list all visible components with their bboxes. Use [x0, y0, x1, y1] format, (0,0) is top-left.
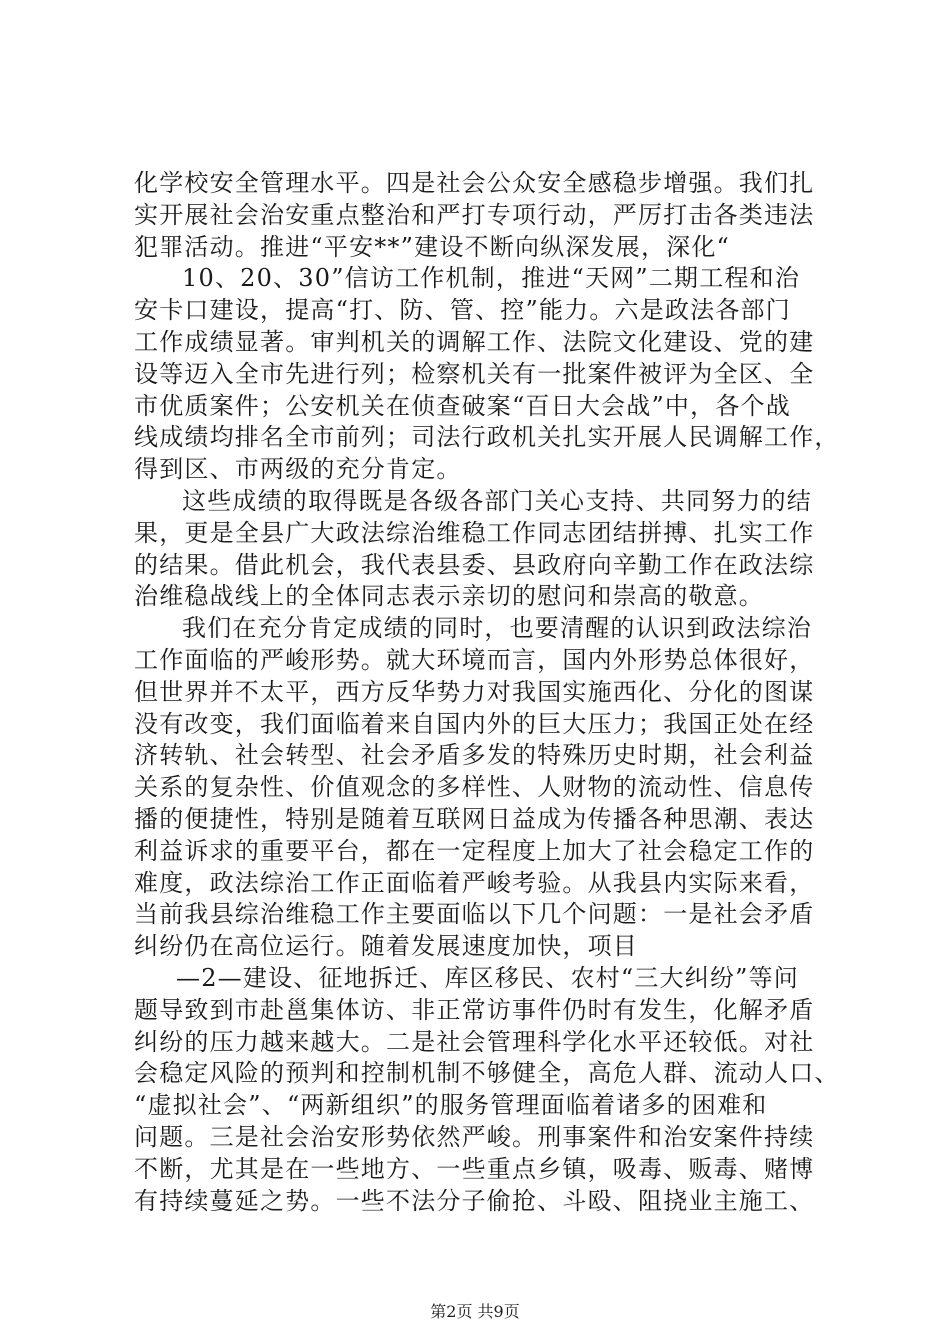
text-line: 犯罪活动。推进“平安**”建设不断向纵深发展，深化“ — [134, 232, 731, 261]
text-line: 有持续蔓延之势。一些不法分子偷抢、斗殴、阻挠业主施工、 — [134, 1186, 815, 1215]
text-line: 题导致到市赴邕集体访、非正常访事件仍时有发生，化解矛盾 — [134, 995, 815, 1024]
text-line: 安卡口建设，提高“打、防、管、控”能力。六是政法各部门 — [134, 296, 791, 325]
text-line: 问题。三是社会治安形势依然严峻。刑事案件和治安案件持续 — [134, 1122, 815, 1151]
text-line: 治维稳战线上的全体同志表示亲切的慰问和崇高的敬意。 — [134, 582, 764, 611]
text-line: 工作成绩显著。审判机关的调解工作、法院文化建设、党的建 — [134, 327, 815, 356]
text-line: 实开展社会治安重点整治和严打专项行动，严厉打击各类违法 — [134, 200, 815, 229]
text-line: 但世界并不太平，西方反华势力对我国实施西化、分化的图谋 — [134, 677, 815, 706]
text-line: 没有改变，我们面临着来自国内外的巨大压力；我国正处在经 — [134, 709, 815, 738]
text-line: 果，更是全县广大政法综治维稳工作同志团结拼搏、扎实工作 — [134, 518, 815, 547]
body-text — [134, 168, 840, 1217]
text-line: 化学校安全管理水平。四是社会公众安全感稳步增强。我们扎 — [134, 169, 815, 197]
text-line: 工作面临的严峻形势。就大环境而言，国内外形势总体很好， — [134, 645, 815, 674]
text-line: —2—建设、征地拆迁、库区移民、农村“三大纠纷”等问 — [176, 963, 800, 992]
text-line: 这些成绩的取得既是各级各部门关心支持、共同努力的结 — [182, 486, 812, 515]
text-line: 我们在充分肯定成绩的同时，也要清醒的认识到政法综治 — [182, 614, 812, 643]
text-line: “虚拟社会”、“两新组织”的服务管理面临着诸多的困难和 — [134, 1091, 768, 1120]
text-line: 10、20、30”信访工作机制，推进“天网”二期工程和治 — [182, 264, 801, 293]
text-line: 市优质案件；公安机关在侦查破案“百日大会战”中，各个战 — [134, 391, 791, 420]
text-line: 当前我县综治维稳工作主要面临以下几个问题：一是社会矛盾 — [134, 900, 815, 929]
text-line: 不断，尤其是在一些地方、一些重点乡镇，吸毒、贩毒、赌博 — [134, 1154, 815, 1183]
text-line: 济转轨、社会转型、社会矛盾多发的特殊历史时期，社会利益 — [134, 741, 815, 770]
text-line: 得到区、市两级的充分肯定。 — [134, 455, 462, 484]
text-line: 设等迈入全市先进行列；检察机关有一批案件被评为全区、全 — [134, 359, 815, 388]
text-line: 播的便捷性，特别是随着互联网日益成为传播各种思潮、表达 — [134, 804, 815, 833]
text-line: 纠纷仍在高位运行。随着发展速度加快，项目 — [134, 932, 638, 961]
text-line: 的结果。借此机会，我代表县委、县政府向辛勤工作在政法综 — [134, 550, 815, 579]
text-line: 利益诉求的重要平台，都在一定程度上加大了社会稳定工作的 — [134, 836, 815, 865]
text-line: 线成绩均排名全市前列；司法行政机关扎实开展人民调解工作， — [134, 423, 840, 452]
text-line: 纠纷的压力越来越大。二是社会管理科学化水平还较低。对社 — [134, 1027, 815, 1056]
page-footer: 第2页 共9页 — [430, 1302, 520, 1321]
text-line: 会稳定风险的预判和控制机制不够健全，高危人群、流动人口、 — [134, 1059, 840, 1088]
text-line: 关系的复杂性、价值观念的多样性、人财物的流动性、信息传 — [134, 773, 815, 802]
text-line: 难度，政法综治工作正面临着严峻考验。从我县内实际来看， — [134, 868, 815, 897]
